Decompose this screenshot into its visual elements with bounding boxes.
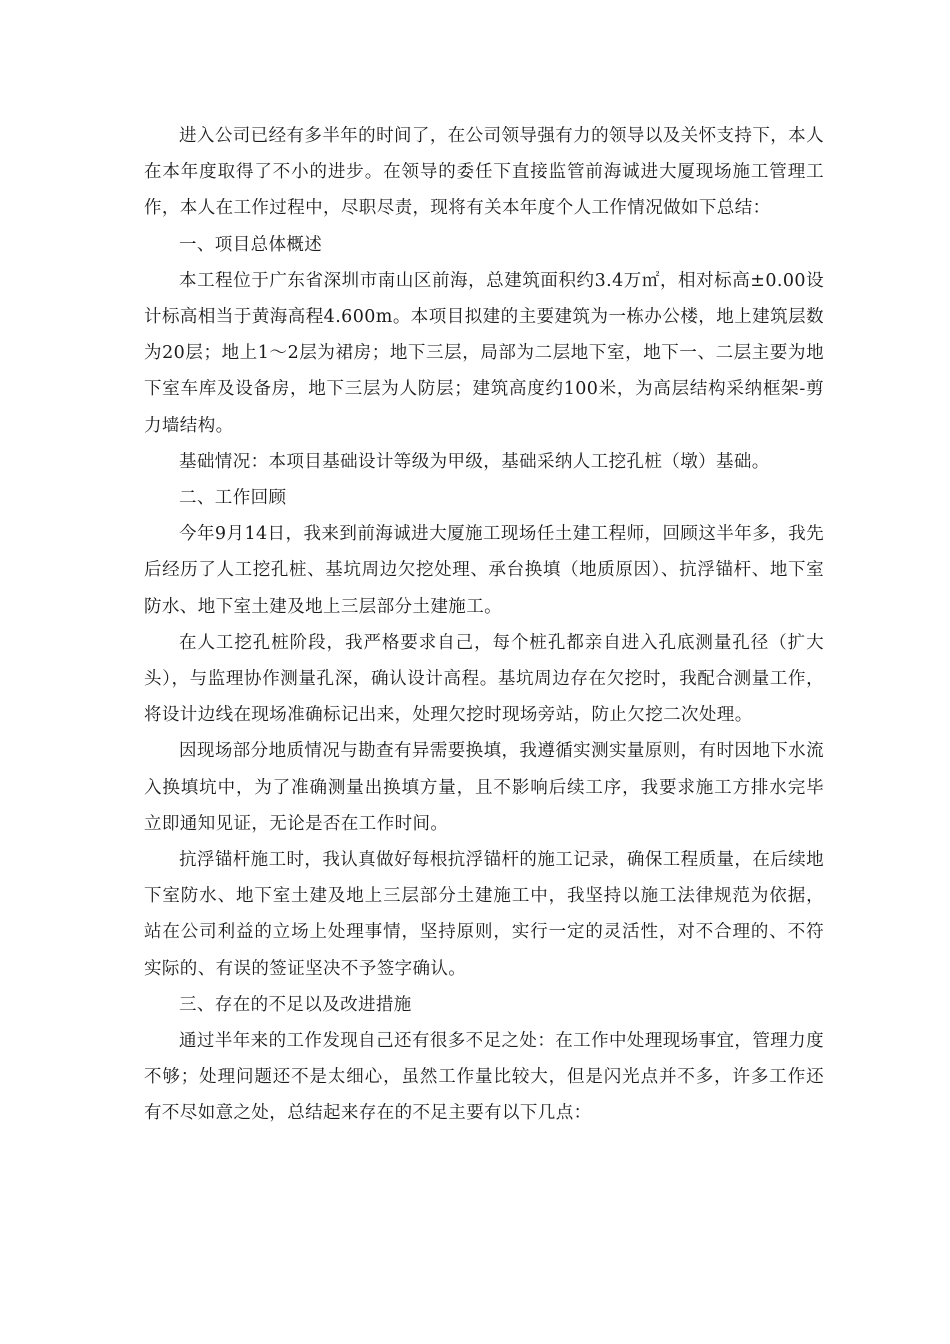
paragraph-backfill: 因现场部分地质情况与勘查有异需要换填，我遵循实测实量原则，有时因地下水流入换填坑中，为了准确测量出换填方量，且不影响后续工序，我要求施工方排水完毕立即通知见证，无论是否在工作时间。 — [144, 741, 824, 834]
paragraph-review-start: 今年9月14日，我来到前海诚进大厦施工现场任土建工程师，回顾这半年多，我先后经历了人工挖孔桩、基坑周边欠挖处理、承台换填（地质原因）、抗浮锚杆、地下室防水、地下室土建及地上三层部分土建施工。 — [144, 524, 824, 617]
paragraph-pile-stage: 在人工挖孔桩阶段，我严格要求自己，每个桩孔都亲自进入孔底测量孔径（扩大头），与监理协作测量孔深，确认设计高程。基坑周边存在欠挖时，我配合测量工作，将设计边线在现场准确标记出来，处理欠挖时现场旁站，防止欠挖二次处理。 — [144, 632, 824, 726]
paragraph-intro: 进入公司已经有多半年的时间了，在公司领导强有力的领导以及关怀支持下，本人在本年度取得了不小的进步。在领导的委任下直接监管前海诚进大厦现场施工管理工作，本人在工作过程中，尽职尽责，现将有关本年度个人工作情况做如下总结： — [144, 126, 824, 219]
paragraph-foundation: 基础情况：本项目基础设计等级为甲级，基础采纳人工挖孔桩（墩）基础。 — [179, 451, 770, 472]
section-heading-review: 二、工作回顾 — [179, 488, 287, 509]
paragraph-shortcomings: 通过半年来的工作发现自己还有很多不足之处：在工作中处理现场事宜，管理力度不够；处理问题还不是太细心，虽然工作量比较大，但是闪光点并不多，许多工作还有不尽如意之处，总结起来存在的不足主要有以下几点： — [144, 1031, 824, 1124]
paragraph-project-location: 本工程位于广东省深圳市南山区前海，总建筑面积约3.4万㎡，相对标高±0.00设计标高相当于黄海高程4.600m。本项目拟建的主要建筑为一栋办公楼，地上建筑层数为20层；地上1～2层为裙房；地下三层，局部为二层地下室，地下一、二层主要为地下室车库及设备房，地下三层为人防层；建筑高度约100米，为高层结构采纳框架-剪力墙结构。 — [144, 270, 824, 436]
section-heading-shortcomings: 三、存在的不足以及改进措施 — [179, 994, 412, 1015]
document-body — [144, 118, 824, 1132]
paragraph-anchor: 抗浮锚杆施工时，我认真做好每根抗浮锚杆的施工记录，确保工程质量，在后续地下室防水、地下室土建及地上三层部分土建施工中，我坚持以施工法律规范为依据，站在公司利益的立场上处理事情，坚持原则，实行一定的灵活性，对不合理的、不符实际的、有误的签证坚决不予签字确认。 — [144, 850, 824, 979]
section-heading-overview: 一、项目总体概述 — [179, 234, 323, 255]
